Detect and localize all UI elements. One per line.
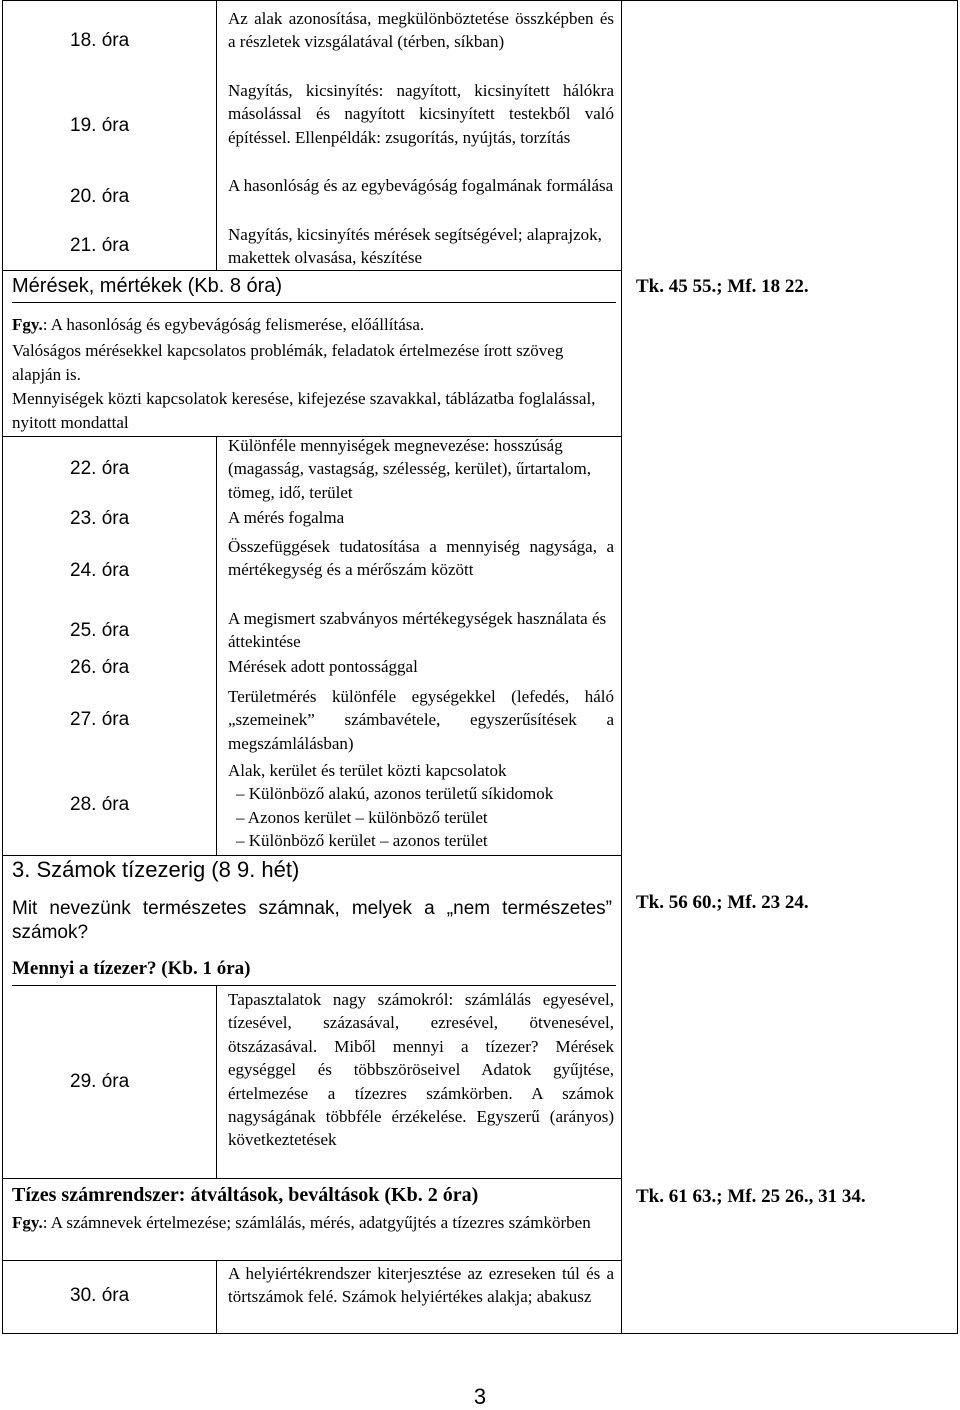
column-divider-1	[216, 0, 217, 270]
hour-label: 30. óra	[70, 1285, 130, 1306]
hour-label: 26. óra	[70, 657, 130, 678]
row-line	[2, 270, 621, 271]
hour-label: 27. óra	[70, 709, 130, 730]
section-underline	[12, 985, 616, 986]
row-text: Tapasztalatok nagy számokról: számlálás egyesével, tízesével, százasával, ezresével, ötvenesével, ötszázasával. Miből mennyi a tízezer? Mérések egységgel és többszöröseivel Adatok gyűjtése, értelmezése a tízezres számkörben. A számok nagyságának többféle érzékelése. Egyszerű (arányos) következtetések	[228, 990, 614, 1150]
fgy-text: : A számnevek értelmezése; számlálás, mérés, adatgyűjtés a tízezres számkörben	[42, 1213, 591, 1232]
table-top-border	[2, 0, 958, 1]
line: Alak, kerület és terület közti kapcsolatok	[228, 761, 507, 780]
fgy-paragraph	[12, 313, 612, 337]
hour-label: 28. óra	[70, 794, 130, 815]
column-divider-2	[621, 0, 622, 1333]
page-number: 3	[473, 1384, 487, 1409]
row-line	[2, 1260, 621, 1261]
row-text: Mérések adott pontossággal	[228, 657, 418, 676]
hour-label: 24. óra	[70, 560, 130, 581]
paragraph: Valóságos mérésekkel kapcsolatos problémák, feladatok értelmezése írott szöveg alapján is.	[12, 341, 564, 384]
row-text: Nagyítás, kicsinyítés: nagyított, kicsinyített hálókra másolással és nagyított kicsinyített testekből való építéssel. Ellenpéldák: zsugorítás, nyújtás, torzítás	[228, 81, 614, 147]
table-bottom-border	[2, 1333, 958, 1334]
hour-label: 18. óra	[70, 30, 130, 51]
section-underline	[12, 302, 616, 303]
fgy-paragraph	[12, 1211, 612, 1235]
row-text: Nagyítás, kicsinyítés mérések segítségével; alaprajzok, makettek olvasása, készítése	[228, 225, 602, 268]
row-line	[2, 1178, 621, 1179]
fgy-label: Fgy.	[12, 315, 43, 334]
hour-label: 25. óra	[70, 620, 130, 641]
textbook-reference: Tk. 45 55.; Mf. 18 22.	[636, 276, 809, 297]
left-border	[2, 0, 3, 1333]
section-question: Mit nevezünk természetes számnak, melyek a „nem természetes” számok?	[12, 898, 612, 943]
row-text-lines	[228, 759, 614, 853]
hour-label: 20. óra	[70, 186, 130, 207]
right-border	[957, 0, 958, 1333]
row-text: Területmérés különféle egységekkel (lefedés, háló „szemeinek” számbavétele, egyszerűsítések a megszámlálásban)	[228, 687, 614, 753]
line: – Különböző alakú, azonos területű síkidomok	[236, 784, 554, 804]
row-line	[2, 855, 621, 856]
row-text: Az alak azonosítása, megkülönböztetése összképben és a részletek vizsgálatával (térben, síkban)	[228, 9, 614, 52]
row-text: A hasonlóság és az egybevágóság fogalmának formálása	[228, 176, 614, 195]
hour-label: 21. óra	[70, 235, 130, 256]
hour-label: 29. óra	[70, 1071, 130, 1092]
paragraph: Mennyiségek közti kapcsolatok keresése, kifejezése szavakkal, táblázatba foglalással, nyitott mondattal	[12, 389, 596, 432]
subsection-title: Mennyi a tízezer? (Kb. 1 óra)	[12, 958, 251, 979]
fgy-label: Fgy.	[12, 1213, 43, 1232]
line: – Különböző kerület – azonos terület	[236, 831, 488, 851]
hour-label: 23. óra	[70, 508, 130, 529]
column-divider-30	[216, 1260, 217, 1333]
hour-label: 19. óra	[70, 115, 130, 136]
line: – Azonos kerület – különböző terület	[236, 807, 488, 827]
row-text: Különféle mennyiségek megnevezése: hosszúság (magasság, vastagság, szélesség, kerület), űrtartalom, tömeg, idő, terület	[228, 436, 592, 502]
textbook-reference: Tk. 56 60.; Mf. 23 24.	[636, 892, 809, 913]
row-text: Összefüggések tudatosítása a mennyiség nagysága, a mértékegység és a mérőszám között	[228, 537, 614, 580]
column-divider-29	[216, 986, 217, 1178]
fgy-text: : A hasonlóság és egybevágóság felismerése, előállítása.	[42, 315, 425, 334]
column-divider-mid	[216, 436, 217, 855]
section-title: Mérések, mértékek (Kb. 8 óra)	[12, 275, 283, 297]
textbook-reference: Tk. 61 63.; Mf. 25 26., 31 34.	[636, 1186, 866, 1207]
hour-label: 22. óra	[70, 458, 130, 479]
row-text: A mérés fogalma	[228, 508, 345, 527]
row-text: A helyiértékrendszer kiterjesztése az ezreseken túl és a törtszámok felé. Számok helyiértékes alakja; abakusz	[228, 1264, 614, 1307]
section-title: Tízes számrendszer: átváltások, beváltások (Kb. 2 óra)	[12, 1184, 479, 1206]
section-title: 3. Számok tízezerig (8 9. hét)	[12, 857, 300, 882]
row-text: A megismert szabványos mértékegységek használata és áttekintése	[228, 609, 607, 652]
